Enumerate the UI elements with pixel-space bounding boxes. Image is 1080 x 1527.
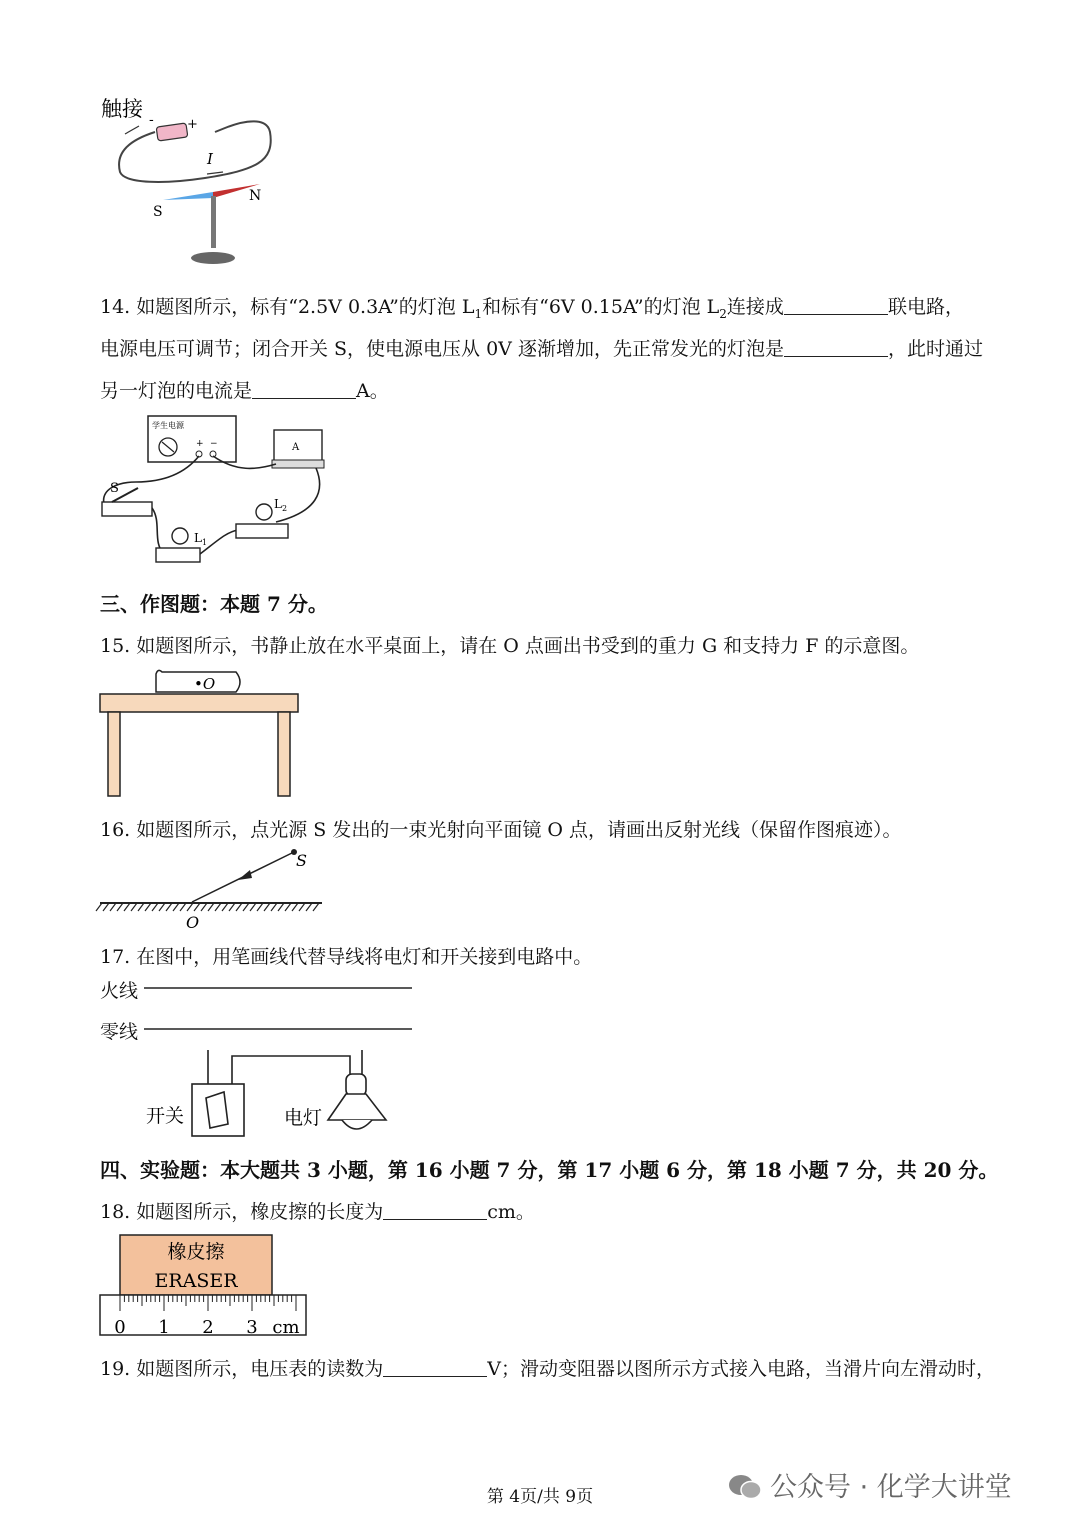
hatch-line <box>201 903 207 911</box>
hatch-line <box>131 903 137 911</box>
answer-blank-4[interactable] <box>383 1200 487 1220</box>
tick-label-2: 2 <box>202 1317 214 1338</box>
switch-label: S <box>110 481 119 496</box>
hatch-line <box>264 903 270 911</box>
hatch-line <box>138 903 144 911</box>
stand-pole <box>211 196 216 248</box>
hatch-line <box>187 903 193 911</box>
lamp-socket <box>346 1074 366 1096</box>
q16-text: 16. 如题图所示，点光源 S 发出的一束光射向平面镜 O 点，请画出反射光线（保留作图痕迹）。 <box>100 819 902 841</box>
bulb1 <box>172 528 188 544</box>
hatch-line <box>292 903 298 911</box>
hatch-line <box>180 903 186 911</box>
watermark-text: 公众号 · 化学大讲堂 <box>770 1472 1012 1503</box>
tick-label-0: 0 <box>114 1317 126 1338</box>
answer-blank-3[interactable] <box>252 379 356 399</box>
q14-line-3: 另一灯泡的电流是 A。 <box>100 380 389 402</box>
neutral-wire-label: 零线 <box>100 1021 139 1043</box>
ruler-unit: cm <box>272 1317 300 1338</box>
touch-label: 触接 <box>101 97 143 121</box>
tick-label-1: 1 <box>158 1317 170 1338</box>
hatch-line <box>208 903 214 911</box>
lamp-shade <box>328 1094 386 1120</box>
ray-arrow <box>238 870 252 880</box>
svg-text:−: − <box>210 439 218 449</box>
hatch-line <box>313 903 319 911</box>
hatch-line <box>236 903 242 911</box>
hatch-line <box>124 903 130 911</box>
figure-series-circuit <box>96 412 336 572</box>
hatch-line <box>215 903 221 911</box>
q19-text: 19. 如题图所示，电压表的读数为 V；滑动变阻器以图所示方式接入电路，当滑片向左滑动时， <box>100 1358 995 1380</box>
page-footer: 第 4页/共 9页 <box>486 1487 594 1507</box>
bulb1-base <box>156 548 200 562</box>
hatch-line <box>117 903 123 911</box>
figure-book-on-table <box>98 668 302 798</box>
figure-plane-mirror <box>98 846 328 936</box>
bulb1-label: $L_1$ <box>194 531 208 547</box>
q18-text: 18. 如题图所示，橡皮擦的长度为 cm。 <box>100 1201 535 1223</box>
svg-text:+: + <box>196 439 204 449</box>
hatch-line <box>103 903 109 911</box>
needle-south <box>163 192 213 200</box>
answer-blank-5[interactable] <box>383 1357 487 1377</box>
switch-base <box>102 502 152 516</box>
hatch-line <box>306 903 312 911</box>
hatch-line <box>145 903 151 911</box>
hatch-line <box>166 903 172 911</box>
point-o-label: O <box>186 913 200 932</box>
pole-n: N <box>249 188 262 204</box>
q15-text: 15. 如题图所示，书静止放在水平桌面上，请在 O 点画出书受到的重力 G 和支持力 F 的示意图。 <box>100 635 920 657</box>
answer-blank-2[interactable] <box>784 337 888 357</box>
hatch-line <box>285 903 291 911</box>
section-4-title: 四、实验题：本大题共 3 小题，第 16 小题 7 分，第 17 小题 6 分，第 18 小题 7 分，共 20 分。 <box>100 1158 999 1182</box>
live-wire-label: 火线 <box>100 980 139 1002</box>
source-label: S <box>296 851 307 870</box>
mirror-hatching <box>96 903 319 911</box>
bulb2-label: $L_2$ <box>274 497 288 513</box>
section-3-title: 三、作图题：本题 7 分。 <box>100 592 328 616</box>
lamp-label: 电灯 <box>284 1107 323 1129</box>
hatch-line <box>173 903 179 911</box>
hatch-line <box>194 903 200 911</box>
q14-line-1: 14. 如题图所示，标有“2.5V 0.3A”的灯泡 $L_1$和标有“6V 0.15A”的灯泡 $L_2$连接成 联电路， <box>100 296 964 321</box>
hatch-line <box>250 903 256 911</box>
lamp-bulb <box>342 1120 372 1129</box>
hatch-line <box>152 903 158 911</box>
eraser-cn: 橡皮擦 <box>167 1241 225 1263</box>
watermark <box>728 1465 1012 1504</box>
tick-label-3: 3 <box>246 1317 258 1338</box>
q17-text: 17. 在图中，用笔画线代替导线将电灯和开关接到电路中。 <box>100 946 593 968</box>
switch-rocker <box>206 1092 228 1128</box>
power-supply-label: 学生电源 <box>152 421 184 430</box>
minus-sign: - <box>149 112 154 128</box>
hatch-line <box>229 903 235 911</box>
hatch-line <box>299 903 305 911</box>
eraser-en: ERASER <box>154 1270 238 1292</box>
wechat-icon <box>728 1474 762 1500</box>
figure-eraser-ruler <box>99 1234 311 1340</box>
q14-line-2: 电源电压可调节；闭合开关 S，使电源电压从 0V 逐渐增加，先正常发光的灯泡是 ，此时通过 <box>100 338 983 360</box>
touch-arrow <box>125 126 139 134</box>
current-arrow <box>207 172 223 174</box>
hatch-line <box>159 903 165 911</box>
plus-sign: + <box>187 117 198 132</box>
switch-label: 开关 <box>146 1105 185 1127</box>
hatch-line <box>222 903 228 911</box>
current-label: I <box>207 150 213 168</box>
hatch-line <box>271 903 277 911</box>
hatch-line <box>257 903 263 911</box>
hatch-line <box>278 903 284 911</box>
pole-s: S <box>153 204 163 220</box>
bulb2 <box>256 504 272 520</box>
answer-blank-1[interactable] <box>784 295 888 315</box>
svg-text:A: A <box>292 442 300 453</box>
table-top <box>100 694 298 712</box>
wire <box>104 456 199 504</box>
hatch-line <box>96 903 102 911</box>
hatch-line <box>243 903 249 911</box>
point-o: •O <box>194 675 216 693</box>
table-leg-left <box>108 712 120 796</box>
table-leg-right <box>278 712 290 796</box>
bulb2-base <box>236 524 288 538</box>
hatch-line <box>110 903 116 911</box>
battery <box>156 123 188 141</box>
figure-household-circuit <box>140 984 420 1144</box>
figure-compass-wire <box>95 92 315 272</box>
stand-base <box>191 252 235 264</box>
